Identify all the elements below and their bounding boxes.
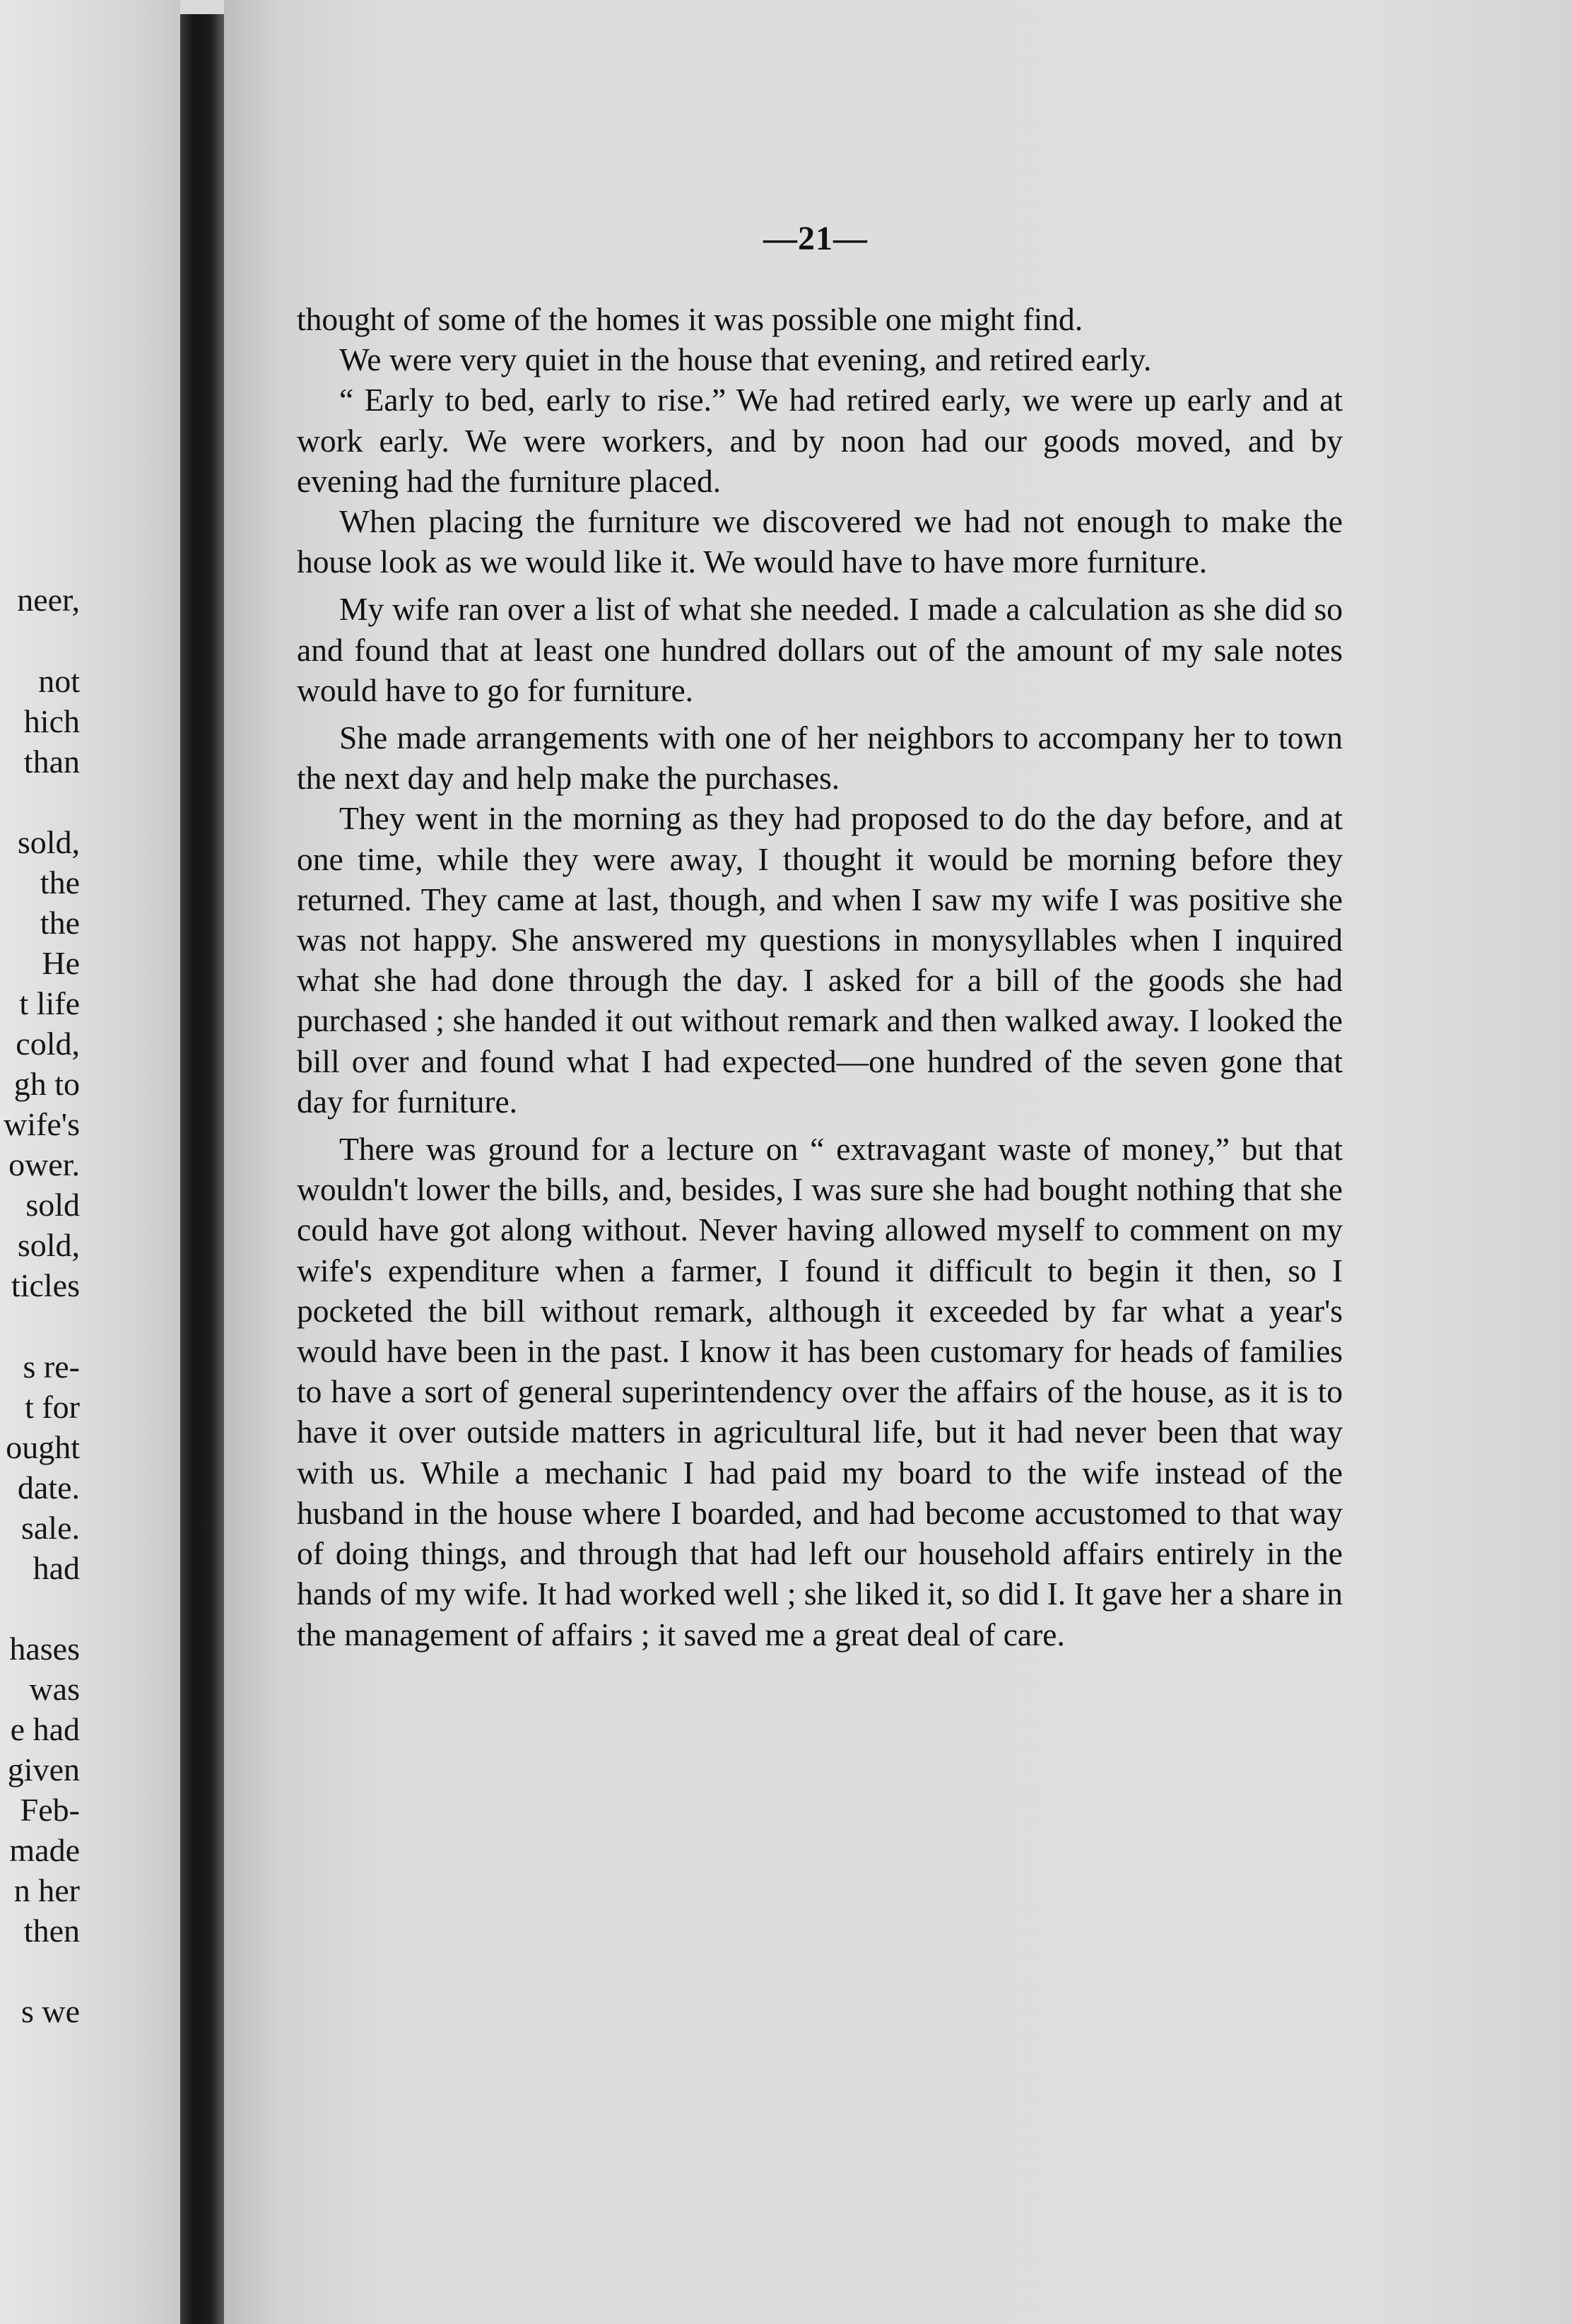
facing-page-fragment: ought xyxy=(6,1429,80,1465)
page-body xyxy=(297,299,1343,1655)
facing-page-fragment: than xyxy=(23,744,80,780)
facing-page-fragment: n her xyxy=(13,1872,80,1908)
facing-page-fragment: sold, xyxy=(17,1227,80,1263)
facing-page-fragment: sold xyxy=(25,1187,80,1223)
facing-page-fragment: Feb- xyxy=(20,1792,80,1828)
paragraph: They went in the morning as they had proposed to do the day before, and at one time, while they were away, I thought it would be morning before they returned. They came at last, though, and when I saw my wife I was positive she was not happy. She answered my questions in monysyllables when I inquired what she had done through the day. I asked for a bill of the goods she had purchased ; she handed it out without remark and then walked away. I looked the bill over and found what I had expected—one hundred of the seven gone that day for furniture. xyxy=(297,800,1343,1120)
facing-page-fragment: wife's xyxy=(4,1106,80,1142)
facing-page-fragment: e had xyxy=(10,1711,80,1747)
facing-page-fragment: t for xyxy=(25,1389,80,1425)
facing-page-fragment: s we xyxy=(20,1993,80,2029)
facing-page-fragment: had xyxy=(33,1550,80,1586)
facing-page-fragment: made xyxy=(9,1832,80,1868)
facing-page-fragment: given xyxy=(7,1751,80,1788)
facing-page-fragment: neer, xyxy=(17,582,80,618)
facing-page-fragment: not xyxy=(38,663,80,699)
facing-page-fragment: sold, xyxy=(17,824,80,860)
paragraph: When placing the furniture we discovered we had not enough to make the house look as we would like it. We would have to have more furniture. xyxy=(297,503,1343,580)
facing-page-fragment: ower. xyxy=(8,1146,80,1182)
facing-page-fragment: was xyxy=(29,1671,80,1707)
facing-page-fragment: s re- xyxy=(23,1349,80,1385)
facing-page-fragment: the xyxy=(40,864,80,900)
facing-page-fragment: ticles xyxy=(11,1267,80,1303)
facing-page-fragment: the xyxy=(40,905,80,941)
book-gutter xyxy=(180,14,224,2324)
paragraph: We were very quiet in the house that evening, and retired early. xyxy=(339,341,1152,378)
facing-page-fragment: hases xyxy=(9,1631,80,1667)
facing-page-fragment: cold, xyxy=(16,1026,80,1062)
facing-page-fragment: then xyxy=(23,1913,80,1949)
facing-page-fragment: t life xyxy=(19,985,80,1021)
paragraph: She made arrangements with one of her neighbors to accompany her to town the next day and help make the purchases. xyxy=(297,720,1343,797)
facing-page-fragment: He xyxy=(42,945,80,981)
paragraph: There was ground for a lecture on “ extravagant waste of money,” but that wouldn't lower the bills, and, besides, I was sure she had bought nothing that she could have got along without. Never having allowed myself to comment on my wife's expenditure when a farmer, I found it difficult to begin it then, so I pocketed the bill without remark, although it exceeded by far what a year's would have been in the past. I know it has been customary for heads of families to have a sort of general superintendency over the affairs of the house, as it is to have it over outside matters in agricultural life, but it had never been that way with us. While a mechanic I had paid my board to the wife instead of the husband in the house where I boarded, and had become accustomed to that way of doing things, and through that had left our household affairs entirely in the hands of my wife. It had worked well ; she liked it, so did I. It gave her a share in the management of affairs ; it saved me a great deal of care. xyxy=(297,1131,1343,1653)
paragraph: My wife ran over a list of what she needed. I made a calculation as she did so and found that at least one hundred dollars out of the amount of my sale notes would have to go for furniture. xyxy=(297,591,1343,708)
paragraph: “ Early to bed, early to rise.” We had retired early, we were up early and at work early. We were workers, and by noon had our goods moved, and by evening had the furniture placed. xyxy=(297,382,1343,499)
paragraph: thought of some of the homes it was possible one might find. xyxy=(297,301,1083,337)
facing-page-fragment: hich xyxy=(23,703,80,739)
facing-page-fragment: gh to xyxy=(13,1066,80,1102)
page-number: —21— xyxy=(763,220,868,257)
facing-page xyxy=(0,0,180,2324)
facing-page-fragment: date. xyxy=(17,1469,80,1506)
facing-page-fragment: sale. xyxy=(20,1510,80,1546)
